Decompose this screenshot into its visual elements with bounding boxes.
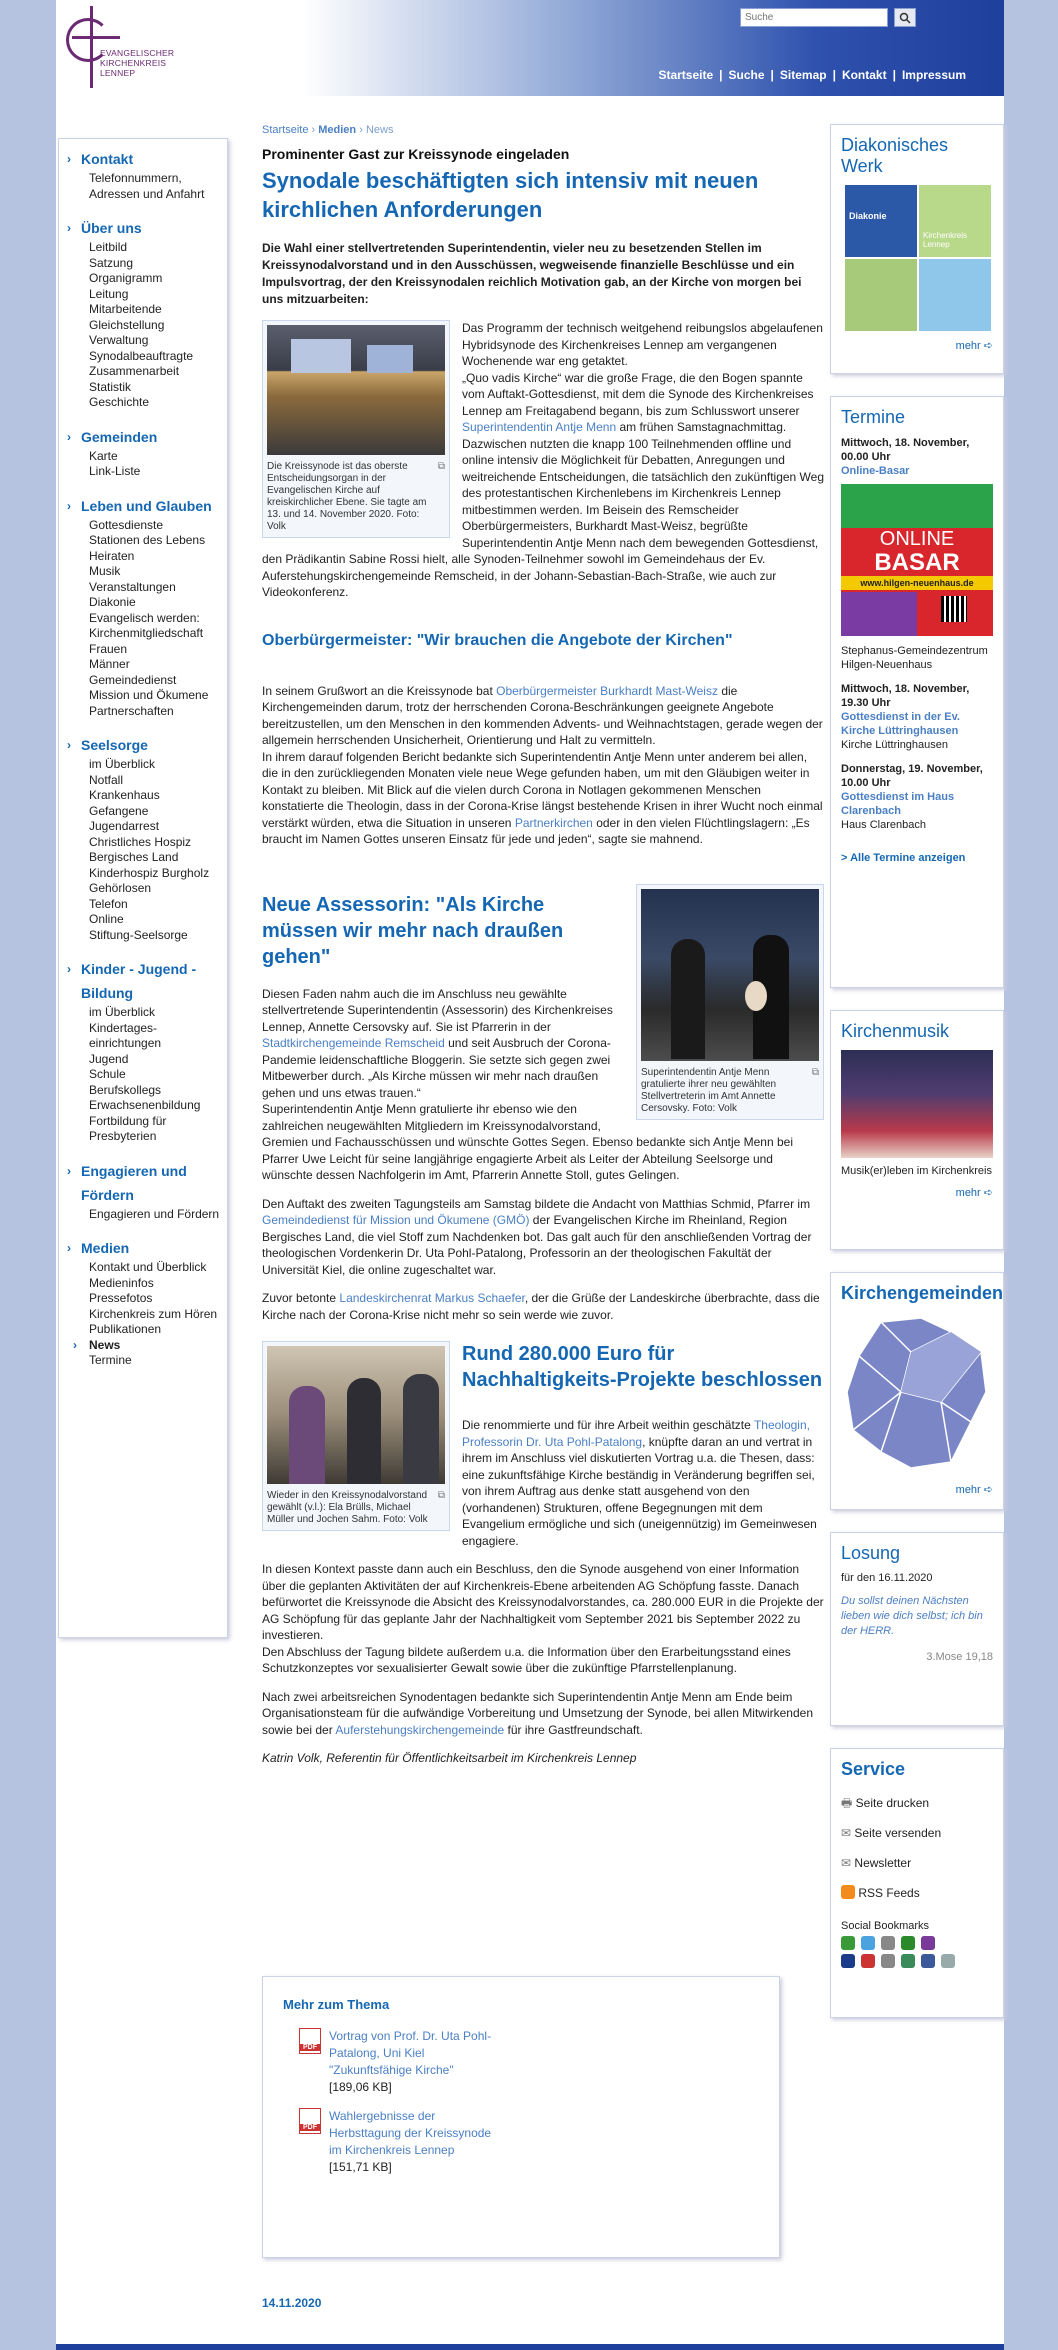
breadcrumb-news: News: [365, 124, 394, 136]
right-sidebar: [830, 124, 1004, 2040]
tile-blue: [919, 259, 991, 331]
nav-item[interactable]: Männer: [89, 657, 130, 671]
nav-section-title[interactable]: [67, 1236, 221, 1260]
text: Den Auftakt des zweiten Tagungsteils am Samstag bildete die Andacht von Matthias Schmid, Pfarrer im: [262, 1196, 811, 1211]
person-shape: [347, 1378, 381, 1484]
download-text: [329, 2028, 499, 2096]
nav-item[interactable]: Gehörlosen: [89, 881, 152, 895]
nav-item[interactable]: Gleichstellung: [89, 317, 165, 332]
nav-item[interactable]: Organigramm: [89, 271, 163, 285]
nav-item[interactable]: Schule: [89, 1067, 126, 1081]
nav-kontakt[interactable]: Kontakt: [841, 68, 887, 82]
nav-section-title[interactable]: [67, 957, 221, 981]
nav-item[interactable]: Stationen des Lebens: [89, 533, 206, 547]
figure-caption: [267, 461, 445, 533]
nav-item[interactable]: Leitung: [89, 286, 129, 301]
nav-item[interactable]: Gottesdienste: [89, 517, 164, 532]
nav-item[interactable]: Zusammenarbeit: [89, 364, 180, 378]
photo-assessorin: [641, 889, 819, 1061]
more-label: mehr: [955, 340, 981, 352]
box-title: Termine: [841, 407, 906, 427]
social-icons: [841, 1936, 993, 1950]
text: für ihre Gastfreundschaft.: [504, 1722, 643, 1737]
nav-section: [67, 216, 221, 411]
service-label: Seite drucken: [855, 1796, 930, 1810]
download-text: [329, 2108, 499, 2176]
nav-item[interactable]: › News: [67, 1338, 221, 1354]
nav-title: Kontakt: [81, 151, 134, 167]
basar-image[interactable]: [841, 484, 993, 636]
logo-cross-bar: [72, 36, 120, 39]
paragraph: [262, 1196, 824, 1279]
related-box: [262, 1976, 780, 2258]
box-title: Losung: [841, 1543, 901, 1563]
article-date: 14.11.2020: [262, 2296, 322, 2310]
text: „Quo vadis Kirche“ war die große Frage, die den Bogen spannte vom Auftakt-Gottesdienst, mit dem die Synode des Kirchenkreises Lennep am Freitagabend begann, bis zum Schlusswort unserer: [462, 370, 814, 418]
chevron-right-icon: ›: [67, 221, 71, 235]
caption-text: Die Kreissynode ist das oberste Entscheidungsorgan in der Evangelischen Kirche auf kreiskirchlicher Ebene. Sie tagte am 13. und 14. November 2020. Foto: Volk: [267, 461, 427, 532]
tile-green: [845, 259, 917, 331]
logo-cross: [90, 6, 93, 88]
nav-title: Kinder - Jugend -: [81, 961, 197, 977]
box-title: Kirchenmusik: [841, 1021, 950, 1041]
nav-section-title[interactable]: [67, 147, 221, 171]
nav-item[interactable]: Engagieren und Fördern: [89, 1206, 220, 1221]
pdf-icon: [299, 2028, 321, 2054]
qr-code-icon: [941, 596, 967, 622]
chevron-right-icon: ›: [67, 1241, 71, 1255]
nav-item[interactable]: Satzung: [89, 255, 134, 270]
nav-item[interactable]: Termine: [89, 1353, 132, 1367]
download-link[interactable]: Vortrag von Prof. Dr. Uta Pohl-Patalong, Uni Kiel "Zukunftsfähige Kirche": [329, 2029, 492, 2077]
logo-line: EVANGELISCHER: [100, 48, 175, 58]
text: In ihrem darauf folgenden Bericht bedankte sich Superintendentin Antje Menn unter anderem bei allen, die in den zurückliegenden Monaten viele neue Wege gefunden haben, um mit den Gläubigen weiter in Kontakt zu bleiben. Mit Blick auf die vielen durch Corona in Notlagen gekommenen Menschen konstatierte die Theologin, dass in der Corona-Krise längst bestehende Krisen in ihrer Wucht noch einmal verstärkt würden, etwa die Situation in unseren: [262, 749, 823, 830]
signature: Katrin Volk, Referentin für Öffentlichkeitsarbeit im Kirchenkreis Lennep: [262, 1751, 637, 1765]
nav-item[interactable]: Gefangene: [89, 803, 149, 818]
social-icon[interactable]: [881, 1936, 895, 1950]
nav-impressum[interactable]: Impressum: [901, 68, 966, 82]
mail-icon: ✉: [841, 1826, 852, 1840]
link-superintendentin[interactable]: Superintendentin Antje Menn: [462, 420, 617, 434]
logo-line: KIRCHENKREIS: [100, 58, 167, 68]
nav-item[interactable]: Online: [89, 912, 124, 926]
nav-item[interactable]: im Überblick: [89, 757, 156, 771]
text: der Evangelischen Kirche im Rheinland, Region Bergisches Land, die viel Stoff zum Nachdenken bot. Das galt auch für den anschließenden Vortrag der theologischen Vordenkerin Dr. Uta Pohl-Patalong, Professorin an der theologischen Fakultät der Universität Kiel, die online zugeschaltet war.: [262, 1213, 812, 1277]
zoom-icon[interactable]: ⧉: [811, 1066, 819, 1078]
nav-title: Leben und Glauben: [81, 497, 212, 514]
photo-ksv: [267, 1346, 445, 1484]
breadcrumb: Startseite › Medien › News: [262, 124, 394, 136]
figure-assessorin[interactable]: [636, 884, 824, 1120]
logo-text: [100, 48, 174, 78]
chevron-right-icon: ›: [67, 152, 71, 166]
breadcrumb-startseite[interactable]: Startseite: [262, 124, 309, 136]
nav-item[interactable]: Stiftung-Seelsorge: [89, 927, 188, 942]
nav-startseite[interactable]: Startseite: [658, 68, 714, 82]
top-nav: [658, 68, 966, 82]
search-button[interactable]: [894, 8, 916, 27]
nav-section-title[interactable]: [67, 216, 221, 240]
nav-item[interactable]: Presbyterien: [89, 1129, 157, 1143]
event-place: Haus Clarenbach: [841, 819, 926, 831]
pdf-label: PDF: [300, 2044, 320, 2051]
chevron-right-icon: ›: [67, 962, 71, 976]
text: , knüpfte daran an und vertrat in ihrem im Anschluss viel diskutierten Vortrag u.a. die Thesen, dass: eine zukunftsfähige Kirche beständig in Veränderung begriffen sei, von ihrem Auftrag aus denke statt ausgehend von den (vorhandenen) Strukturen, offene Begegnungen mit dem Evangelium ermögliche und sich (uneigennützig) im Gemeinwesen engagiere.: [462, 1434, 817, 1548]
search-icon: [899, 12, 911, 24]
link-oberbuergermeister[interactable]: Oberbürgermeister Burkhardt Mast-Weisz: [496, 683, 718, 698]
logo-line: LENNEP: [100, 68, 136, 78]
download-item[interactable]: [299, 2108, 759, 2176]
caption-text: Superintendentin Antje Menn gratulierte ihrer neu gewählten Stellvertreterin im Amt Annette Cersovsky. Foto: Volk: [641, 1066, 777, 1114]
text: Zuvor betonte: [262, 1291, 340, 1305]
newsletter-link[interactable]: [841, 1848, 993, 1878]
footer-bar: [56, 2344, 1004, 2350]
text: Die renommierte und für ihre Arbeit weithin geschätzte: [462, 1418, 754, 1432]
box-service: [830, 1748, 1004, 2018]
nav-section: [67, 425, 221, 480]
nav-item[interactable]: Kirchenmitgliedschaft: [89, 626, 204, 640]
page: [56, 0, 1004, 2350]
box-title: Kirchengemeinden: [841, 1283, 1004, 1303]
nav-item[interactable]: Partnerschaften: [89, 703, 174, 718]
box-title: Service: [841, 1759, 906, 1779]
nav-item[interactable]: Musik: [89, 564, 121, 578]
logo[interactable]: [66, 6, 186, 92]
nav-item[interactable]: Diakonie: [89, 595, 136, 609]
nav-item[interactable]: Karte: [89, 448, 118, 463]
service-label: Seite versenden: [854, 1826, 942, 1840]
text: Das Programm der technisch weitgehend reibungslos abgelaufenen Hybridsynode des Kirchenkreises Lennep am vergangenen Wochenende war eng getaktet.: [462, 321, 823, 368]
article-lead: Die Wahl einer stellvertretenden Superintendentin, vieler neu zu besetzenden Stellen im Kreissynodalvorstand und in den Ausschüssen, wegweisende finanzielle Beschlüsse und ein Impulsvortrag, der den Kreissynodalen reichlich Motivation gab, an der Kirche von morgen bei uns mitzuarbeiten:: [262, 241, 802, 306]
service-label: RSS Feeds: [858, 1886, 920, 1900]
more-label: mehr: [955, 1187, 981, 1199]
nav-section: [67, 1236, 221, 1369]
heading-assessorin: Neue Assessorin: "Als Kirche müssen wir mehr nach draußen gehen": [262, 893, 564, 968]
nav-section-title[interactable]: [67, 494, 221, 518]
service-list: [841, 1788, 993, 1908]
chevron-right-icon: ›: [67, 429, 71, 444]
figure-caption: [267, 1490, 445, 1526]
nav-item[interactable]: Evangelisch werden:: [89, 610, 200, 625]
link-auferstehungskirchengemeinde[interactable]: Auferstehungskirchengemeinde: [335, 1722, 505, 1737]
event-2: [841, 682, 993, 752]
screen-shape: [291, 339, 351, 373]
nav-item[interactable]: Geschichte: [89, 395, 150, 409]
paragraph: [262, 683, 824, 848]
nav-title: Engagieren und: [81, 1162, 187, 1179]
text: und seit Ausbruch der Corona-Pandemie leidenschaftliche Bloggerin. Sie setzte sich gegen zwei Mitbewerber durch. „Als Kirche müssen wir mehr nach draußen gehen und uns etwas trauen.“: [262, 1036, 611, 1100]
basar-line1: ONLINE: [879, 528, 955, 550]
figure-caption: [641, 1067, 819, 1115]
download-link[interactable]: Wahlergebnisse der Herbsttagung der Kreissynode im Kirchenkreis Lennep: [329, 2109, 492, 2157]
social-icon[interactable]: [881, 1954, 895, 1968]
nav-title-cont[interactable]: Bildung: [81, 985, 134, 1001]
nav-item[interactable]: Notfall: [89, 772, 124, 787]
nav-section: [67, 494, 221, 720]
heading-oberbuergermeister: Oberbürgermeister: "Wir brauchen die Angebote der Kirchen": [262, 631, 733, 649]
nav-item[interactable]: Telefon: [89, 896, 128, 911]
nav-title: Medien: [81, 1240, 130, 1256]
printer-icon: 🖶: [841, 1796, 853, 1810]
map-kirchengemeinden[interactable]: [841, 1312, 991, 1472]
nav-item[interactable]: Mitarbeitende: [89, 302, 162, 316]
nav-section-title[interactable]: [67, 425, 221, 449]
chevron-right-icon: ›: [67, 1163, 71, 1178]
text: Den Abschluss der Tagung bildete außerdem u.a. die Information über den Erarbeitungsstand eines Schutzkonzeptes vor sexualisierter Gewalt sowie über die zukünftige Pfarrstellenplanung.: [262, 1644, 791, 1675]
social-icon[interactable]: [861, 1954, 875, 1968]
person-shape: [289, 1386, 325, 1484]
nav-item[interactable]: Link-Liste: [89, 464, 141, 478]
text: Nach zwei arbeitsreichen Synodentagen bedankte sich Superintendentin Antje Menn am Ende beim Organisationsteam für die aufwändige Vorbereitung und Umsetzung der Synode, bei allen Mitwirkenden sowie bei der: [262, 1689, 813, 1737]
person-shape: [671, 939, 705, 1059]
figure-synode[interactable]: [262, 320, 450, 538]
link-landeskirchenrat[interactable]: Landeskirchenrat Markus Schaefer: [339, 1291, 525, 1305]
link-pohl-patalong[interactable]: Theologin, Professorin Dr. Uta Pohl-Patalong: [462, 1418, 810, 1449]
screen-shape: [367, 345, 413, 373]
link-gmoe[interactable]: Gemeindedienst für Mission und Ökumene (GMÖ): [262, 1213, 530, 1227]
photo-kirchenmusik[interactable]: [841, 1050, 993, 1158]
tile-diakonie[interactable]: Diakonie: [845, 185, 917, 257]
nav-item[interactable]: Berufskollegs: [89, 1082, 162, 1097]
pdf-label: PDF: [300, 2124, 320, 2131]
box-kirchengemeinden: [830, 1272, 1004, 1510]
person-shape: [403, 1374, 439, 1484]
nav-sep: |: [719, 68, 723, 82]
social-icon[interactable]: [921, 1936, 935, 1950]
nav-item[interactable]: Verwaltung: [89, 333, 149, 347]
download-item[interactable]: [299, 2028, 759, 2096]
nav-item[interactable]: Kinderhospiz Burgholz: [89, 865, 210, 880]
nav-item[interactable]: Kindertages-: [89, 1020, 158, 1035]
zoom-icon[interactable]: ⧉: [437, 461, 445, 472]
pdf-icon: [299, 2108, 321, 2134]
tile-kirchenkreis[interactable]: Kirchenkreis Lennep: [919, 185, 991, 257]
text: In diesen Kontext passte dann auch ein Beschluss, den die Synode ausgehend von einer Information über die geplanten Aktivitäten der auf Kirchenkreis-Ebene arbeitenden AG Schöpfung fasste. Danach befürwortet die Kreissynode die Absicht des Kreissynodalvorstandes, ca. 280.000 EUR in die Projekte der AG Schöpfung für das geplante Jahr der Nachhaltigkeit vom September 2021 bis September 2022 zu investieren.: [262, 1562, 824, 1642]
basar-url: www.hilgen-neuenhaus.de: [841, 576, 993, 590]
more-label: mehr: [955, 1484, 981, 1496]
article-title: Synodale beschäftigten sich intensiv mit neuen kirchlichen Anforderungen: [262, 168, 759, 222]
more-link[interactable]: mehr ➪: [955, 1187, 993, 1199]
nav-section: [67, 957, 221, 1145]
zoom-icon[interactable]: ⧉: [437, 1490, 445, 1501]
nav-item[interactable]: Jugend: [89, 1051, 129, 1066]
nav-item[interactable]: Heiraten: [89, 548, 135, 563]
nav-item[interactable]: Publikationen: [89, 1322, 162, 1336]
text: , der die Grüße der Landeskirche überbrachte, dass die Kirche nach der Corona-Krise nicht mehr so sein werde wie zuvor.: [262, 1291, 820, 1322]
link-stadtkirchengemeinde[interactable]: Stadtkirchengemeinde Remscheid: [262, 1036, 445, 1050]
nav-item[interactable]: einrichtungen: [89, 1036, 162, 1050]
nav-section: [67, 1159, 221, 1223]
nav-item[interactable]: Gemeindedienst: [89, 672, 177, 687]
text: Superintendentin Antje Menn gratulierte ihr ebenso wie den zahlreichen neugewählten Mitgliedern im Kreissynodalvorstand, Gremien und Fachausschüssen und wünschte Gottes Segen. Ebenso bedankte sich Antje Menn bei Pfarrer Uwe Leicht für seine langjährige engagierte Arbeit als Leiter der Abteilung Seelsorge und wünschte dessen Nachfolgerin im Amt, Pfarrerin Annette Stoll, gutes Gelingen.: [262, 1102, 793, 1182]
basar-line2: BASAR: [874, 549, 960, 576]
search-input[interactable]: [740, 8, 888, 27]
nav-item[interactable]: Frauen: [89, 641, 128, 656]
nav-section-title[interactable]: [67, 733, 221, 757]
nav-item[interactable]: Kontakt und Überblick: [89, 1260, 207, 1274]
nav-title: Gemeinden: [81, 428, 158, 445]
nav-item[interactable]: Pressefotos: [89, 1291, 153, 1305]
event-link[interactable]: Online-Basar: [841, 465, 910, 477]
more-link[interactable]: mehr ➪: [955, 1484, 993, 1496]
nav-item[interactable]: Bergisches Land: [89, 850, 179, 864]
nav-title: Seelsorge: [81, 737, 148, 753]
box-text: Musik(er)leben im Kirchenkreis: [841, 1165, 992, 1177]
all-events-link[interactable]: > Alle Termine anzeigen: [841, 852, 966, 864]
box-losung: [830, 1532, 1004, 1726]
nav-item[interactable]: Fortbildung für: [89, 1113, 167, 1128]
basar-purple: [841, 592, 917, 636]
breadcrumb-medien[interactable]: Medien: [318, 124, 357, 136]
nav-title-cont[interactable]: Fördern: [81, 1186, 134, 1203]
send-link[interactable]: [841, 1818, 993, 1848]
event-1: [841, 436, 993, 478]
nav-title: Über uns: [81, 220, 142, 236]
paragraph: [262, 1290, 824, 1323]
nav-item[interactable]: Jugendarrest: [89, 819, 160, 833]
social-icon[interactable]: [901, 1936, 915, 1950]
social-icon[interactable]: [941, 1954, 955, 1968]
text: die Kirchengemeinden darum, trotz der herrschenden Corona-Beschränkungen geeignete Angebote bereitzustellen, um den Menschen in den kommenden Advents- und Weihnachtstagen, gerade wegen der allgemein herrschenden Unsicherheit, Orientierung und Halt zu vermitteln.: [262, 683, 823, 747]
flowers-shape: [745, 981, 767, 1011]
box-termine: [830, 396, 1004, 988]
box-title: Diakonisches Werk: [841, 135, 949, 176]
heading-nachhaltigkeit: Rund 280.000 Euro für Nachhaltigkeits-Projekte beschlossen: [462, 1343, 823, 1391]
rss-icon: [841, 1885, 855, 1899]
text: Diesen Faden nahm auch die im Anschluss neu gewählte stellvertretende Superintendentin (Assessorin) des Kirchenkreises Lennep, Annette Cersovsky auf. Sie ist Pfarrerin in der: [262, 986, 613, 1034]
paragraph: [262, 1689, 824, 1739]
basar-top: [841, 484, 993, 528]
text: am frühen Samstagnachmittag. Dazwischen nutzten die knapp 100 Teilnehmenden offline und online intensiv die Möglichkeit für Debatten, Anregungen und weitreichende Entscheidungen, die tatsächlich den zukünftigen Weg des protestantischen Kirchenlebens im Kirchenkreis Lennep mitbestimmen werden. Im Beisein des Remscheider Oberbürgermeisters, Burkhardt Mast-Weisz, begrüßte Superintendentin Antje Menn nach dem bewegenden Gottesdienst, den Prädikantin Sabine Rossi hielt, alle Synoden-Teilnehmer sowohl im Gemeindehaus der Ev. Auferstehungskirchengemeinde Remscheid, in der Johann-Sebastian-Bach-Straße, wie auch zur Videokonferenz.: [262, 420, 825, 599]
nav-item[interactable]: Veranstaltungen: [89, 579, 176, 594]
paragraph: [262, 1561, 824, 1677]
event-date: Mittwoch, 18. November, 19.30 Uhr: [841, 683, 970, 709]
nav-item[interactable]: Krankenhaus: [89, 788, 160, 802]
losung-date: für den 16.11.2020: [841, 1572, 933, 1584]
box-diakonie: [830, 124, 1004, 374]
file-size: [189,06 KB]: [329, 2080, 392, 2094]
nav-item[interactable]: Adressen und Anfahrt: [89, 186, 205, 201]
link-partnerkirchen[interactable]: Partnerkirchen: [514, 815, 593, 830]
header: [56, 0, 1004, 96]
social-icons: [841, 1954, 993, 1968]
figure-ksv[interactable]: [262, 1341, 450, 1531]
social-icon[interactable]: [841, 1936, 855, 1950]
social-icon[interactable]: [861, 1936, 875, 1950]
text: oder in den vielen Flüchtlingslagern: „Es braucht im Namen Gottes unseren Einsatz für jede und jeden“, sagte sie mahnend.: [262, 815, 810, 846]
nav-section: [67, 733, 221, 943]
diakonie-tiles[interactable]: [845, 185, 993, 331]
article-kicker: Prominenter Gast zur Kreissynode eingeladen: [262, 146, 570, 162]
text: In seinem Grußwort an die Kreissynode bat: [262, 683, 497, 698]
event-date: Donnerstag, 19. November, 10.00 Uhr: [841, 763, 983, 789]
more-link[interactable]: mehr ➪: [955, 340, 993, 352]
service-label: Newsletter: [854, 1856, 912, 1870]
nav-sitemap[interactable]: Sitemap: [779, 68, 827, 82]
social-title: Social Bookmarks: [841, 1920, 930, 1932]
nav-item[interactable]: Statistik: [89, 379, 132, 394]
nav-sep: |: [892, 68, 896, 82]
event-link[interactable]: Gottesdienst in der Ev. Kirche Lüttringhausen: [841, 711, 960, 737]
nav-item[interactable]: Medieninfos: [89, 1275, 154, 1290]
box-kirchenmusik: [830, 1010, 1004, 1250]
rss-link[interactable]: [841, 1878, 993, 1908]
event-1-place: Stephanus-Gemeindezentrum Hilgen-Neuenhaus: [841, 645, 988, 671]
event-link[interactable]: Gottesdienst im Haus Clarenbach: [841, 791, 955, 817]
losung-ref: 3.Mose 19,18: [926, 1651, 993, 1663]
file-size: [151,71 KB]: [329, 2160, 392, 2174]
event-place: Kirche Lüttringhausen: [841, 739, 949, 751]
social-icon[interactable]: [921, 1954, 935, 1968]
nav-section: [67, 147, 221, 202]
nav-item[interactable]: Mission und Ökumene: [89, 688, 209, 702]
nav-item[interactable]: Leitbild: [89, 240, 128, 254]
nav-sep: |: [770, 68, 774, 82]
nav-sep: |: [832, 68, 836, 82]
chevron-right-icon: ›: [67, 498, 71, 513]
nav-item[interactable]: Christliches Hospiz: [89, 834, 192, 849]
related-title: Mehr zum Thema: [283, 1997, 390, 2012]
losung-text: Du sollst deinen Nächsten lieben wie dich selbst; ich bin der HERR.: [841, 1595, 983, 1637]
nav-section-title[interactable]: [67, 1159, 221, 1183]
photo-synode: [267, 325, 445, 455]
event-date: Mittwoch, 18. November, 00.00 Uhr: [841, 437, 970, 463]
nav-suche[interactable]: Suche: [728, 68, 765, 82]
nav-item[interactable]: Telefonnummern,: [89, 171, 182, 185]
social-icon[interactable]: [901, 1954, 915, 1968]
nav-item[interactable]: im Überblick: [89, 1005, 156, 1019]
left-navigation: [58, 138, 228, 1638]
nav-item[interactable]: Kirchenkreis zum Hören: [89, 1306, 218, 1321]
print-link[interactable]: [841, 1788, 993, 1818]
newsletter-icon: ✉: [841, 1856, 852, 1870]
chevron-right-icon: ›: [67, 738, 71, 752]
event-3: [841, 762, 993, 832]
nav-item[interactable]: Erwachsenenbildung: [89, 1098, 201, 1112]
nav-item[interactable]: Synodalbeauftragte: [89, 348, 194, 363]
social-icon[interactable]: [841, 1954, 855, 1968]
caption-text: Wieder in den Kreissynodalvorstand gewählt (v.l.): Ela Brülls, Michael Müller und Jochen Sahm. Foto: Volk: [267, 1490, 428, 1525]
main-content: [262, 124, 824, 1779]
